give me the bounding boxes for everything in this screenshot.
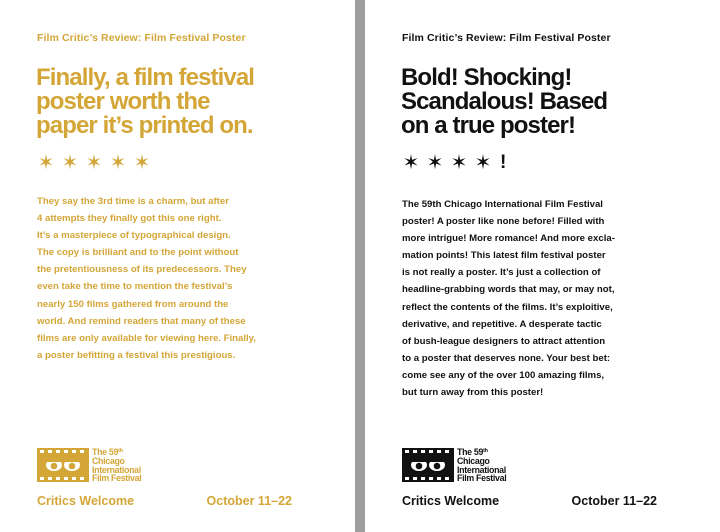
logo-line: Chicago [457, 455, 490, 466]
logo-line: Chicago [92, 455, 125, 466]
festival-logo [37, 448, 141, 483]
body-line: poster! A poster like none before! Filled with [402, 216, 605, 228]
poster-kicker: Film Critic’s Review: Film Festival Poster [402, 32, 611, 44]
footer-tagline: Critics Welcome [402, 494, 500, 508]
six-point-star-icon: ✶ [402, 152, 420, 174]
six-point-star-icon: ✶ [474, 152, 492, 174]
body-line: world. And remind readers that many of these [37, 315, 246, 327]
six-point-star-icon: ✶ [109, 152, 127, 174]
six-point-star-icon: ✶ [450, 152, 468, 174]
logo-line: International [457, 464, 506, 475]
review-body [37, 193, 337, 364]
body-line: of bush-league designers to attract attention [402, 335, 606, 347]
body-line: The 59th Chicago International Film Festival [402, 199, 603, 210]
footer-dates: October 11–22 [206, 494, 292, 508]
logo-wordmark [92, 448, 141, 483]
body-line: to a poster that deserves none. Your best bet: [402, 352, 611, 364]
six-point-star-icon: ✶ [61, 152, 79, 174]
body-line: a poster befitting a festival this prestigious. [37, 349, 236, 361]
body-line: more intrigue! More romance! And more excla- [402, 233, 615, 245]
body-line: It’s a masterpiece of typographical design. [37, 230, 231, 242]
body-line: films are only available for viewing here. Finally, [37, 332, 256, 344]
body-line: even take the time to mention the festival’s [37, 281, 233, 293]
poster-footer [37, 494, 292, 508]
poster-kicker: Film Critic’s Review: Film Festival Poster [37, 32, 246, 44]
body-line: derivative, and repetitive. A desperate tactic [402, 318, 602, 330]
film-strip-eyes-icon [37, 448, 89, 482]
body-line: headline-grabbing words that may, or may not, [402, 284, 615, 296]
body-line: They say the 3rd time is a charm, but after [37, 196, 229, 207]
six-point-star-icon: ✶ [426, 152, 444, 174]
logo-line: International [92, 464, 141, 475]
headline-line: paper it’s printed on. [36, 112, 253, 139]
logo-line: Film Festival [457, 473, 507, 484]
logo-line: The 59 [92, 447, 119, 457]
logo-superscript: th [483, 448, 488, 454]
review-body [402, 196, 702, 401]
logo-line: The 59 [457, 447, 484, 457]
logo-superscript: th [118, 448, 123, 454]
poster-negative-review [365, 0, 720, 532]
six-point-star-icon: ✶ [85, 152, 103, 174]
headline-line: Scandalous! Based [401, 88, 608, 115]
footer-dates: October 11–22 [571, 494, 657, 508]
six-point-star-icon: ✶ [37, 152, 55, 174]
headline-line: on a true poster! [401, 112, 576, 139]
headline-line: Finally, a film festival [36, 64, 255, 91]
body-line: reflect the contents of the films. It’s exploitive, [402, 301, 613, 313]
body-line: 4 attempts they finally got this one right. [37, 213, 222, 225]
logo-line: Film Festival [92, 473, 142, 484]
body-line: but turn away from this poster! [402, 387, 544, 399]
festival-logo [402, 448, 506, 483]
body-line: nearly 150 films gathered from around the [37, 298, 229, 310]
film-strip-eyes-icon [402, 448, 454, 482]
headline-line: poster worth the [36, 88, 210, 115]
poster-positive-review [0, 0, 355, 532]
body-line: is not really a poster. It’s just a collection of [402, 267, 601, 279]
poster-headline [401, 66, 607, 138]
body-line: mation points! This latest film festival poster [402, 250, 606, 262]
six-point-star-icon: ✶ [133, 152, 151, 174]
logo-wordmark [457, 448, 506, 483]
star-rating [37, 152, 151, 174]
star-rating [402, 152, 506, 174]
poster-footer [402, 494, 657, 508]
body-line: the pretentiousness of its predecessors. They [37, 264, 247, 276]
body-line: come see any of the over 100 amazing films, [402, 369, 605, 381]
body-line: The copy is brilliant and to the point without [37, 247, 239, 259]
poster-headline [36, 66, 254, 138]
exclamation-mark: ! [500, 152, 507, 173]
footer-tagline: Critics Welcome [37, 494, 135, 508]
headline-line: Bold! Shocking! [401, 64, 572, 91]
